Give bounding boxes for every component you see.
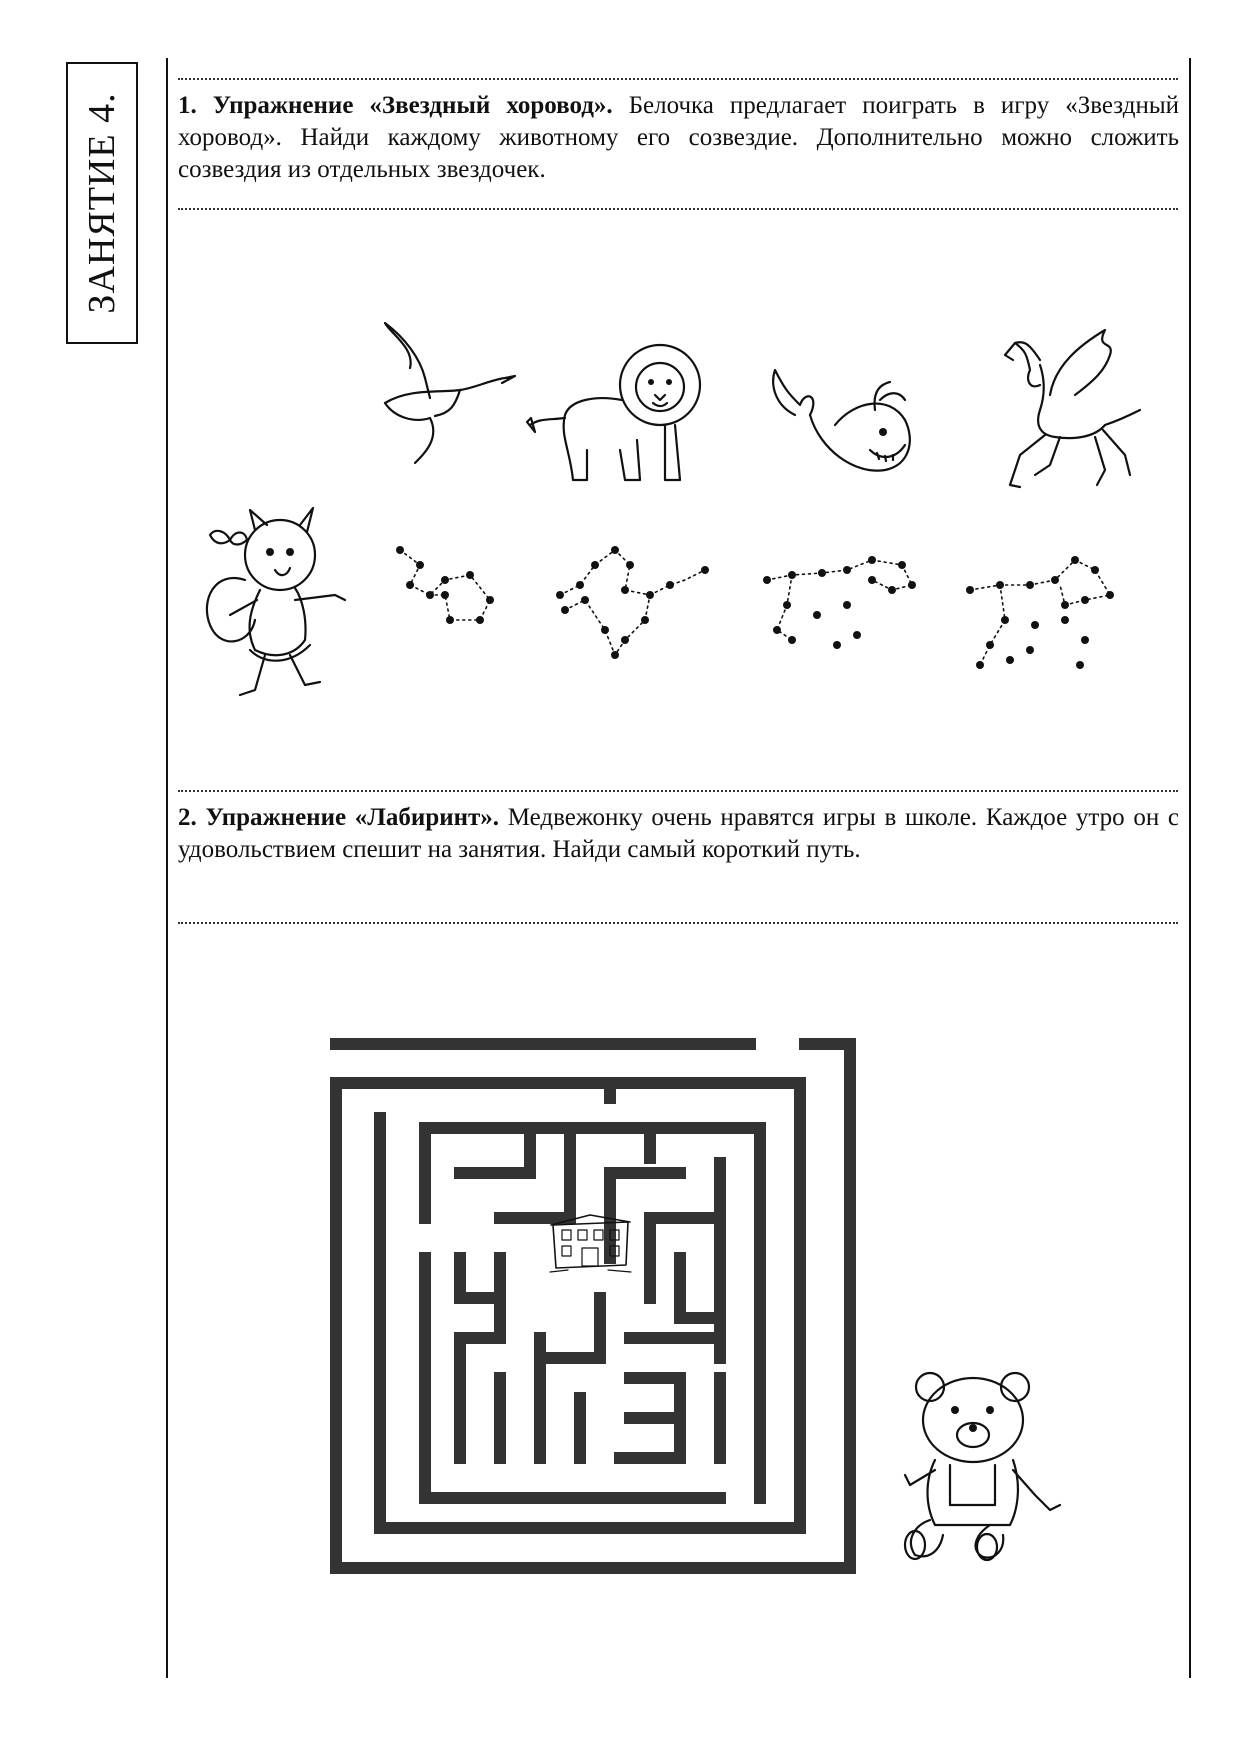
pegasus-icon bbox=[985, 325, 1145, 510]
exercise-2-body: Медвежонку очень нравятся игры в школе. Каждое утро он с удовольствием спешит на занятия. Найди самый короткий путь. bbox=[178, 804, 1179, 863]
dotted-separator bbox=[178, 790, 1178, 792]
maze[interactable] bbox=[330, 1038, 860, 1578]
lesson-label: ЗАНЯТИЕ 4. bbox=[81, 92, 123, 314]
school-building-icon bbox=[548, 1210, 633, 1280]
dotted-separator bbox=[178, 208, 1178, 210]
swan-icon bbox=[380, 318, 520, 468]
constellation-pegasus-icon bbox=[965, 550, 1120, 675]
constellation-whale-icon bbox=[762, 545, 917, 660]
whale-icon bbox=[765, 360, 920, 490]
dotted-separator bbox=[178, 78, 1178, 80]
right-margin-rule bbox=[1189, 58, 1191, 1678]
squirrel-icon bbox=[195, 500, 350, 705]
exercise-1-text bbox=[178, 90, 1179, 186]
lion-icon bbox=[525, 340, 710, 490]
exercise-1-body: Белочка предлагает поиграть в игру «Звездный хоровод». Найди каждому животному его созвездие. Дополнительно можно сложить созвездия из отдельных звездочек. bbox=[178, 92, 1180, 183]
left-margin-rule bbox=[166, 58, 168, 1678]
constellation-lion-icon bbox=[555, 540, 710, 665]
exercise-2-title: 2. Упражнение «Лабиринт». bbox=[178, 804, 500, 831]
lesson-label-box bbox=[66, 62, 138, 344]
constellation-swan-icon bbox=[390, 540, 505, 640]
dotted-separator bbox=[178, 922, 1178, 924]
bear-cub-icon bbox=[895, 1365, 1065, 1565]
exercise-1-title: 1. Упражнение «Звездный хоровод». bbox=[178, 92, 613, 119]
exercise-2-text bbox=[178, 802, 1179, 866]
